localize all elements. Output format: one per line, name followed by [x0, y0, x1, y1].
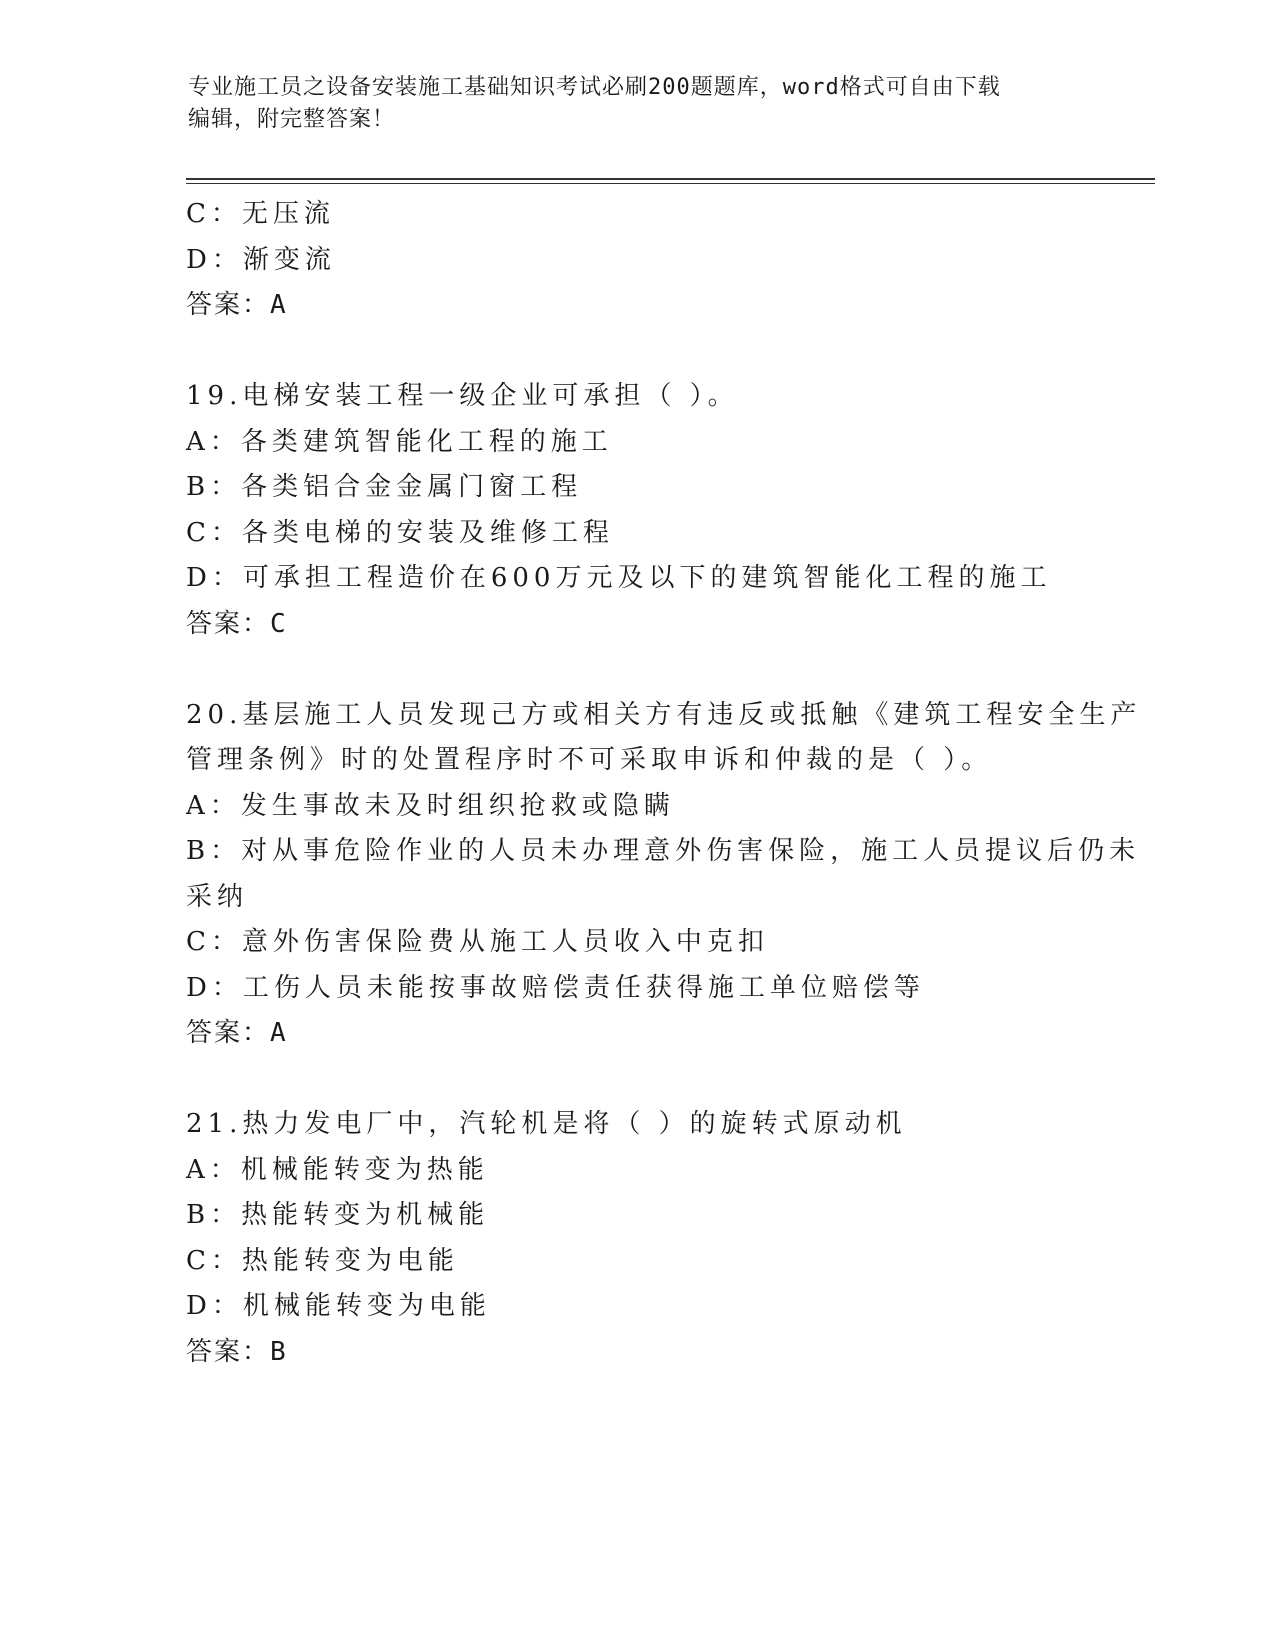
option-a: A：发生事故未及时组织抢救或隐瞒 [186, 790, 675, 821]
header-line-2: 编辑，附完整答案！ [188, 107, 396, 132]
question-stem: 19.电梯安装工程一级企业可承担（ ）。 [186, 381, 739, 411]
question-block-20 [186, 693, 1142, 1057]
header-divider-thick [186, 178, 1155, 180]
answer-line [186, 602, 1086, 648]
spacer [186, 329, 1086, 375]
answer-value: A [270, 1018, 288, 1048]
option-d: D：工伤人员未能按事故赔偿责任获得施工单位赔偿等 [186, 972, 925, 1003]
option-d: D：可承担工程造价在600万元及以下的建筑智能化工程的施工 [186, 563, 1052, 593]
document-header [188, 72, 1088, 136]
answer-line [186, 1330, 1086, 1376]
option-c: C：热能转变为电能 [186, 1245, 459, 1276]
option-b: B：各类铝合金金属门窗工程 [186, 472, 583, 502]
answer-label: 答案： [186, 290, 271, 320]
answer-label: 答案： [186, 608, 271, 639]
option-b: B：热能转变为机械能 [186, 1200, 490, 1230]
option-c: C：各类电梯的安装及维修工程 [186, 517, 614, 548]
answer-label: 答案： [186, 1336, 271, 1367]
answer-value: B [270, 1336, 288, 1367]
question-stem-continued: 管理条例》时的处置程序时不可采取申诉和仲裁的是（ ）。 [186, 745, 993, 775]
answer-value: C [270, 608, 288, 639]
question-block-21 [186, 1102, 1086, 1375]
option-d: D：机械能转变为电能 [186, 1291, 491, 1321]
question-block-19 [186, 374, 1086, 647]
question-stem: 20.基层施工人员发现己方或相关方有违反或抵触《建筑工程安全生产 [186, 699, 1142, 730]
answer-line [186, 283, 1086, 329]
header-divider-thin [186, 183, 1155, 184]
option-b-continued: 采纳 [186, 881, 249, 912]
option-d: D：渐变流 [186, 244, 336, 275]
answer-label: 答案： [186, 1018, 271, 1048]
header-line-1: 专业施工员之设备安装施工基础知识考试必刷200题题库，word格式可自由下载 [188, 75, 1001, 100]
answer-line [186, 1011, 1086, 1057]
question-list [186, 192, 1142, 1375]
spacer [186, 1057, 1086, 1103]
option-c: C：无压流 [186, 199, 335, 229]
question-block-prev [186, 192, 1086, 329]
option-a: A：各类建筑智能化工程的施工 [186, 426, 613, 457]
option-b: B：对从事危险作业的人员未办理意外伤害保险，施工人员提议后仍未 [186, 836, 1141, 866]
spacer [186, 647, 1086, 693]
answer-value: A [270, 290, 288, 320]
option-a: A：机械能转变为热能 [186, 1154, 489, 1185]
option-c: C：意外伤害保险费从施工人员收入中克扣 [186, 927, 769, 957]
question-stem: 21.热力发电厂中，汽轮机是将（ ）的旋转式原动机 [186, 1109, 907, 1139]
